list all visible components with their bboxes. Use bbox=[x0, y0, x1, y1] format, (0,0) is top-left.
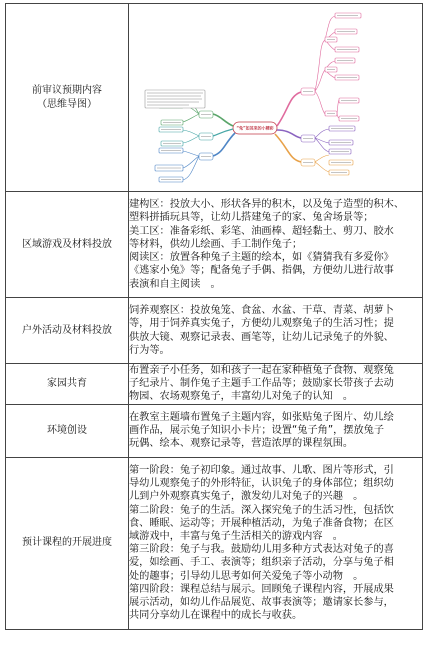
content-line: 爱，如绘画、手工、表演等；组织亲子活动，分享与兔子相 bbox=[129, 557, 394, 569]
connector bbox=[315, 155, 329, 172]
branch-line-pink bbox=[277, 92, 301, 126]
row-area-games bbox=[6, 192, 423, 298]
label-line: （思维导图） bbox=[37, 98, 97, 110]
label-line: 前审议预期内容 bbox=[32, 84, 102, 96]
content-outdoor bbox=[129, 298, 423, 364]
content-line: 等材料，供幼儿绘画、手工制作兔子； bbox=[129, 238, 303, 250]
content-home-school bbox=[129, 364, 423, 405]
content-line: 第四阶段：课程总结与展示。回顾兔子课程内容，开展成果 bbox=[129, 583, 394, 595]
content-line: 《逃家小兔》等；配备兔子手偶、指偶，方便幼儿进行故事 bbox=[129, 265, 394, 277]
label-home-school: 家园共育 bbox=[6, 364, 129, 405]
content-line: 共同分享幼儿在课程中的成长与收获。 bbox=[129, 610, 303, 622]
content-line: 子纪录片、制作兔子主题手工作品等；鼓励家长带孩子去动 bbox=[129, 378, 394, 390]
content-line: 饲养观察区：投放兔笼、食盆、水盆、干草、青菜、胡萝卜 bbox=[129, 305, 394, 317]
content-line: 导幼儿观察兔子的外形特征，认识兔子的身体部位；组织幼 bbox=[129, 478, 394, 490]
connector bbox=[183, 130, 199, 143]
content-line: 儿到户外观察真实兔子，激发幼儿对兔子的兴趣 。 bbox=[129, 491, 364, 503]
content-line: 食、睡眠、运动等；开展种植活动，为兔子准备食物；在区 bbox=[129, 517, 394, 529]
branch-line-teal bbox=[213, 129, 233, 136]
content-line: 表演和自主阅读 。 bbox=[129, 278, 221, 290]
row-outdoor bbox=[6, 298, 423, 364]
content-line: 第二阶段：兔子的生活。深入探究兔子的生活习性，包括饮 bbox=[129, 504, 394, 516]
connector bbox=[315, 129, 329, 152]
branch-line-purple bbox=[277, 130, 301, 138]
label-area-games: 区域游戏及材料投放 bbox=[6, 192, 129, 298]
branch-line-orange bbox=[275, 134, 301, 162]
content-line: 处的趣事；引导幼儿思考如何关爱兔子等小动物 。 bbox=[129, 570, 364, 582]
mindmap bbox=[129, 4, 421, 191]
content-line: 美工区：准备彩纸、彩笔、油画棒、超轻黏土、剪刀、胶水 bbox=[129, 225, 394, 237]
content-line: 第一阶段：兔子初印象。通过故事、儿歌、图片等形式，引 bbox=[129, 464, 394, 476]
connector bbox=[183, 151, 199, 180]
mindmap-diagram bbox=[129, 4, 421, 191]
content-line: 在教室主题墙布置兔子主题内容，如张贴兔子图片、幼儿绘 bbox=[129, 411, 394, 423]
content-line: 阅读区：放置各种兔子主题的绘本，如《猜猜我有多爱你》 bbox=[129, 252, 394, 264]
content-line: 行为等。 bbox=[129, 344, 170, 356]
connector bbox=[337, 100, 339, 118]
content-line: 玩偶、绘本、观察记录等，营造浓厚的课程氛围。 bbox=[129, 438, 354, 450]
content-line: 等，用于饲养真实兔子，方便幼儿观察兔子的生活习性；提 bbox=[129, 318, 394, 330]
content-line: 布置亲子小任务，如和孩子一起在家种植兔子食物、观察兔 bbox=[129, 365, 394, 376]
row-mindmap bbox=[6, 4, 423, 192]
content-line: 塑料拼插玩具等，让幼儿搭建兔子的家、兔舍场景等； bbox=[129, 212, 374, 224]
content-area-games bbox=[129, 192, 423, 298]
content-environment bbox=[129, 404, 423, 457]
row-progress bbox=[6, 457, 423, 629]
row-home-school bbox=[6, 364, 423, 405]
label-mindmap bbox=[6, 4, 129, 192]
content-line: 展示活动，如幼儿作品展览、故事表演等；邀请家长参与， bbox=[129, 596, 394, 608]
connector bbox=[315, 16, 335, 114]
mindmap-center-label: “兔”如其来的小精彩 bbox=[236, 125, 274, 131]
branch-line-green bbox=[213, 114, 233, 126]
content-line: 建构区：投放大小、形状各异的积木，以及兔子造型的积木、 bbox=[129, 199, 405, 211]
row-environment bbox=[6, 404, 423, 457]
content-line: 供放大镜、观察记录表、画笔等，让幼儿记录兔子的外貌、 bbox=[129, 331, 394, 343]
content-line: 画作品，展示兔子知识小卡片；设置“兔子角”，摆放兔子 bbox=[129, 425, 385, 436]
mindmap-cell bbox=[129, 4, 423, 192]
content-line: 第三阶段：兔子与我。鼓励幼儿用多种方式表达对兔子的喜 bbox=[129, 544, 394, 556]
label-outdoor: 户外活动及材料投放 bbox=[6, 298, 129, 364]
course-plan-table bbox=[5, 3, 423, 630]
label-environment: 环境创设 bbox=[6, 404, 129, 457]
branch-line-blue bbox=[213, 133, 235, 156]
content-line: 物园、农场观察兔子，丰富幼儿对兔子的认知 。 bbox=[129, 391, 354, 403]
content-line: 域游戏中，丰富与兔子生活相关的游戏内容 。 bbox=[129, 530, 343, 542]
label-progress: 预计课程的开展进度 bbox=[6, 457, 129, 629]
content-progress bbox=[129, 457, 423, 629]
